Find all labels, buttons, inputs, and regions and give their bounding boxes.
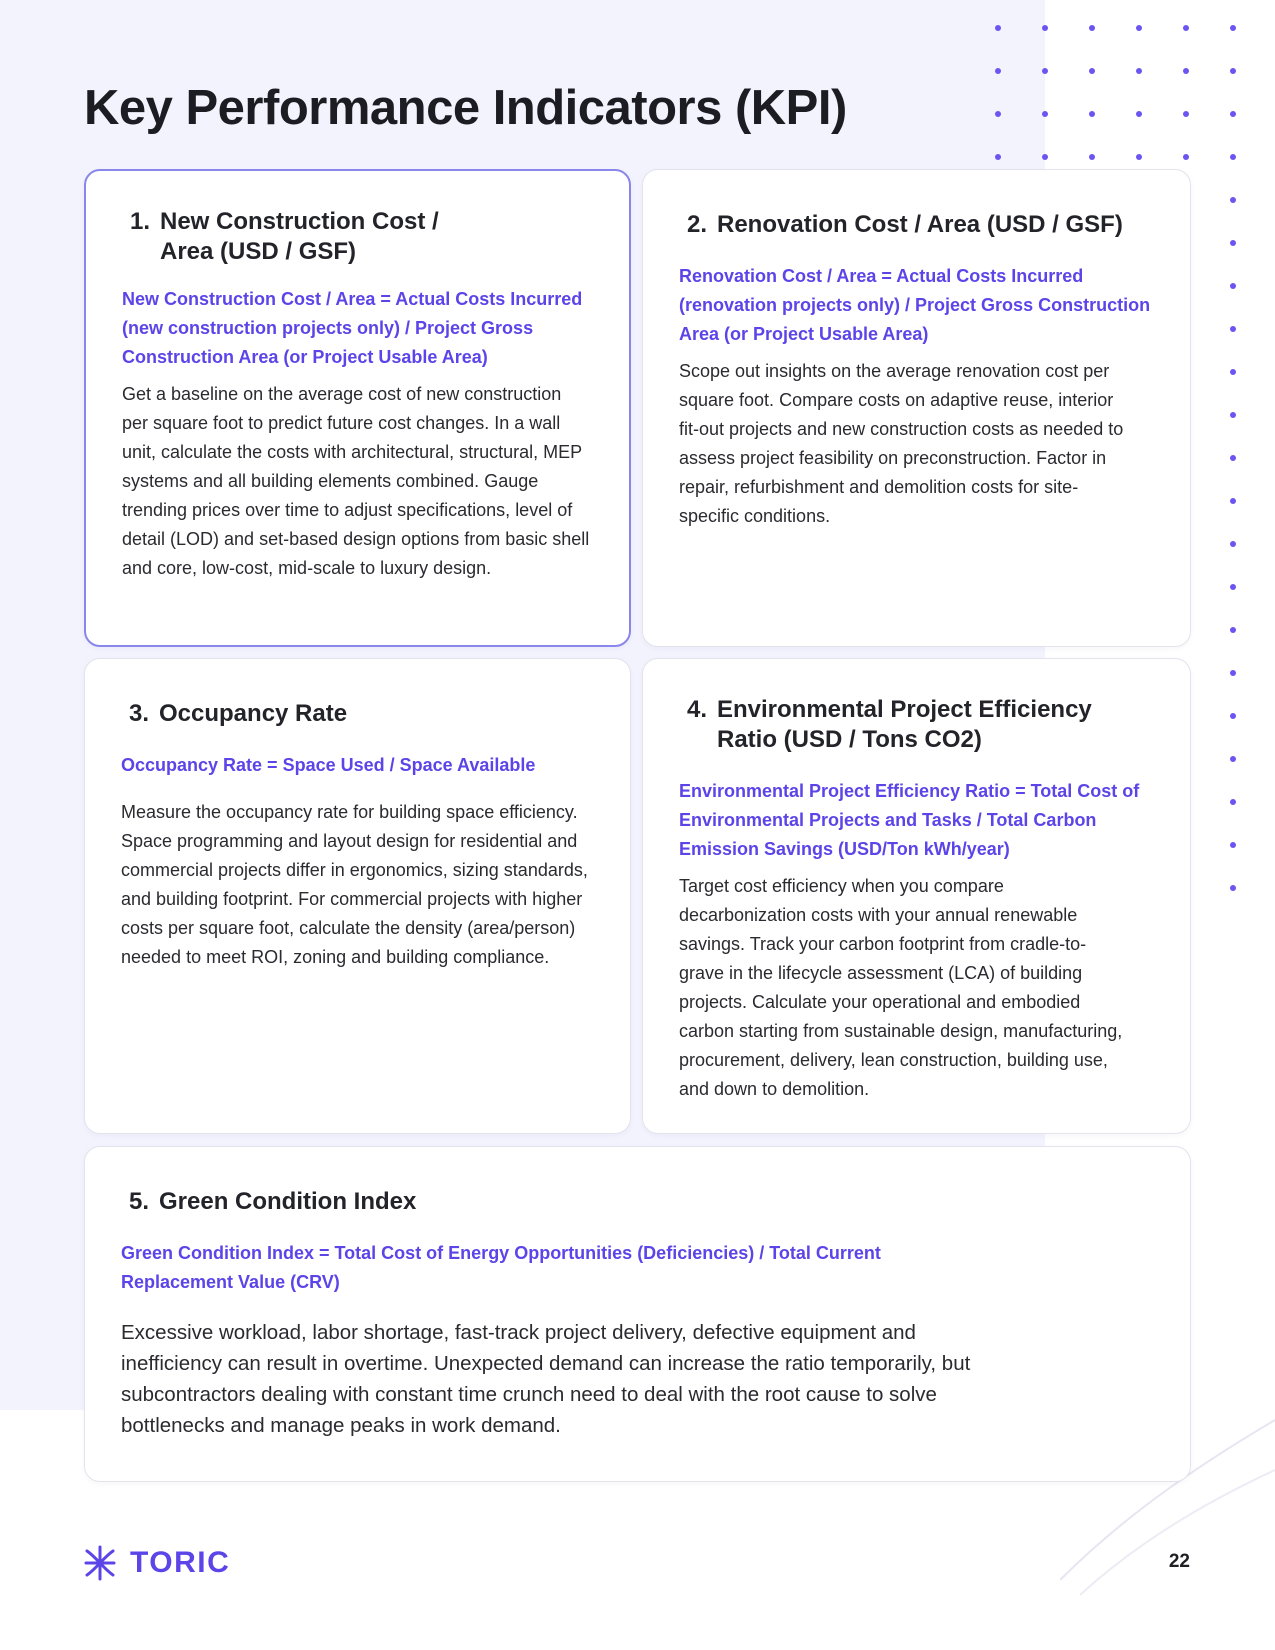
decorative-dot (1230, 498, 1236, 504)
kpi-title (129, 699, 594, 729)
kpi-formula: Renovation Cost / Area = Actual Costs Incurred (renovation projects only) / Project Gross Construction Area (or Project Usable Area) (679, 266, 1151, 344)
kpi-description: Get a baseline on the average cost of new construction per square foot to predict future cost changes. In a wall unit, calculate the costs with architectural, structural, MEP systems and all building elements combined. Gauge trending prices over time to adjust specifications, level of detail (LOD) and set-based design options from basic shell and core, low-cost, mid-scale to luxury design. (122, 384, 590, 578)
page-title: Key Performance Indicators (KPI) (84, 81, 847, 135)
decorative-dot (1230, 541, 1236, 547)
decorative-dot (1230, 584, 1236, 590)
decorative-dot (995, 154, 1001, 160)
kpi-number: 5. (129, 1188, 150, 1215)
kpi-description: Excessive workload, labor shortage, fast-track project delivery, defective equipment and inefficiency can result in overtime. Unexpected demand can increase the ratio temporarily, but subcontractors dealing with constant time crunch need to deal with the root cause to solve bottlenecks and manage peaks in work demand. (121, 1321, 971, 1437)
decorative-dot (1230, 756, 1236, 762)
kpi-formula: New Construction Cost / Area = Actual Costs Incurred (new construction projects only) / Project Gross Construction Area (or Project Usable Area) (122, 289, 583, 367)
decorative-dot (1230, 713, 1236, 719)
kpi-title-text: Occupancy Rate (159, 700, 348, 727)
decorative-dot (1230, 885, 1236, 891)
decorative-dot (1230, 842, 1236, 848)
decorative-dot (995, 68, 1001, 74)
kpi-title-text: Renovation Cost / Area (USD / GSF) (717, 211, 1123, 238)
page-number: 22 (1168, 1551, 1190, 1572)
decorative-dot (1136, 154, 1142, 160)
kpi-description: Scope out insights on the average renovation cost per square foot. Compare costs on adaptive reuse, interior fit-out projects and new construction costs as needed to assess project feasibility on preconstruction. Factor in repair, refurbishment and demolition costs for site-specific conditions. (679, 361, 1124, 526)
kpi-card-renovation-cost (642, 169, 1191, 647)
decorative-dot (1183, 68, 1189, 74)
decorative-dot (1230, 197, 1236, 203)
toric-asterisk-icon (84, 1545, 116, 1581)
decorative-dot (1089, 68, 1095, 74)
decorative-dot (1230, 240, 1236, 246)
kpi-description: Target cost efficiency when you compare decarbonization costs with your annual renewable savings. Track your carbon footprint from cradle-to-grave in the lifecycle assessment (LCA) of building projects. Calculate your operational and embodied carbon starting from sustainable design, manufacturing, procurement, delivery, lean construction, building use, and down to demolition. (679, 876, 1123, 1099)
decorative-dot (1042, 25, 1048, 31)
kpi-formula: Occupancy Rate = Space Used / Space Available (121, 755, 536, 775)
toric-logo[interactable] (84, 1545, 230, 1581)
decorative-dot (1042, 68, 1048, 74)
decorative-dot (1230, 369, 1236, 375)
decorative-dot (1230, 25, 1236, 31)
kpi-title (687, 210, 1154, 240)
decorative-dot (1230, 799, 1236, 805)
kpi-description: Measure the occupancy rate for building space efficiency. Space programming and layout design for residential and commercial projects differ in ergonomics, sizing standards, and building footprint. For commercial projects with higher costs per square foot, calculate the density (area/person) needed to meet ROI, zoning and building compliance. (121, 802, 588, 967)
decorative-dot (1136, 111, 1142, 117)
decorative-dot (1230, 627, 1236, 633)
kpi-title (687, 695, 1154, 755)
kpi-number: 1. (130, 208, 151, 235)
decorative-dot (1183, 25, 1189, 31)
decorative-dot (1089, 111, 1095, 117)
decorative-dot (1230, 412, 1236, 418)
decorative-dot (1089, 154, 1095, 160)
kpi-number: 3. (129, 700, 150, 727)
decorative-dot (1230, 670, 1236, 676)
decorative-dot (1230, 68, 1236, 74)
decorative-dot (1042, 154, 1048, 160)
kpi-number: 2. (687, 211, 708, 238)
kpi-title (130, 207, 593, 267)
kpi-formula: Environmental Project Efficiency Ratio = Total Cost of Environmental Projects and Tasks / Total Carbon Emission Savings (USD/Ton kWh/year) (679, 781, 1140, 859)
decorative-dot (1230, 111, 1236, 117)
kpi-card-environmental-efficiency (642, 658, 1191, 1134)
decorative-dot (1183, 111, 1189, 117)
kpi-title (129, 1187, 1154, 1217)
decorative-dot (1230, 283, 1236, 289)
decorative-dot (995, 111, 1001, 117)
kpi-card-green-condition-index (84, 1146, 1191, 1482)
decorative-dot (1183, 154, 1189, 160)
decorative-dot (1230, 326, 1236, 332)
kpi-title-text: Green Condition Index (159, 1188, 417, 1215)
kpi-title-text: Environmental Project Efficiency Ratio (USD / Tons CO2) (717, 696, 1092, 753)
decorative-dot (1136, 25, 1142, 31)
kpi-card-new-construction-cost (84, 169, 631, 647)
kpi-card-occupancy-rate (84, 658, 631, 1134)
brand-name: TORIC (130, 1546, 231, 1579)
decorative-dot (1136, 68, 1142, 74)
decorative-dot (1089, 25, 1095, 31)
kpi-title-text: New Construction Cost / Area (USD / GSF) (160, 208, 439, 265)
decorative-dot (1230, 455, 1236, 461)
decorative-dot (1230, 154, 1236, 160)
kpi-formula: Green Condition Index = Total Cost of Energy Opportunities (Deficiencies) / Total Current Replacement Value (CRV) (121, 1243, 881, 1292)
decorative-dot (1042, 111, 1048, 117)
decorative-dot (995, 25, 1001, 31)
kpi-number: 4. (687, 696, 708, 723)
